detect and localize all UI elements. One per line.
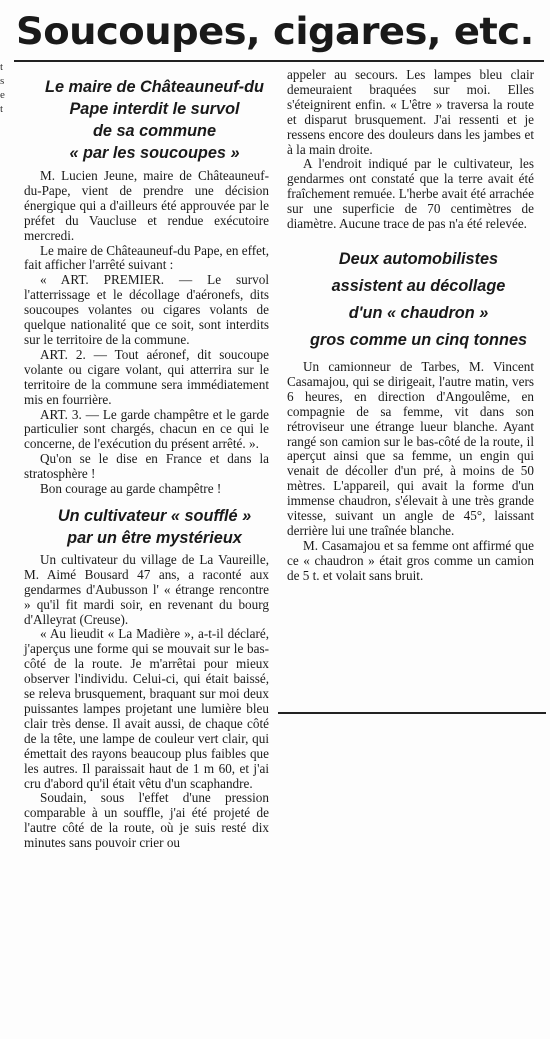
article1-title-line: Pape interdit le survol xyxy=(69,100,240,118)
headline: Soucoupes, cigares, etc. xyxy=(16,10,534,53)
article1-paragraph: « ART. PREMIER. — Le survol l'atterrissage et le décollage d'aéronefs, dits soucoupes volantes ou cigares volants de quelque nationalité que ce soit, sont interdits sur le territoire de la commune. xyxy=(24,272,269,347)
article1-paragraph: ART. 2. — Tout aéronef, dit soucoupe volante ou cigare volant, qui atterrira sur le territoire de la commune sera immédiatement mis en fourrière. xyxy=(24,346,269,407)
article2-paragraph: Un cultivateur du village de La Vaureille, M. Aimé Bousard 47 ans, a raconté aux gendarmes d'Aubusson l' « étrange rencontre » qu'il fit mardi soir, en revenant du bourg d'Alleyrat (Creuse). xyxy=(24,551,269,627)
left-column xyxy=(24,76,269,851)
article1-paragraph: Qu'on se le dise en France et dans la stratosphère ! xyxy=(24,451,269,482)
article3-paragraph: Un camionneur de Tarbes, M. Vincent Casamajou, qui se dirigeait, l'autre matin, vers 6 heures, en direction d'Angoulême, en compagnie de sa femme, vit dans son rétroviseur une étrange lueur blanche. Ayant rangé son camion sur le bas-côté de la route, il aperçut ainsi que sa femme, un engin qui venait de décoller d'un pré, à moins de 50 mètres. L'appareil, qui avait la forme d'un immense chaudron, s'élevait à une très grande vitesse, suivant un angle de 45°, laissant derrière lui une traînée blanche. xyxy=(287,358,534,538)
article2-title-line: par un être mystérieux xyxy=(67,528,242,547)
margin-mark: s xyxy=(0,75,5,87)
article2-title-line: Un cultivateur « soufflé » xyxy=(57,506,252,525)
article2-paragraph: Soudain, sous l'effet d'une pression comparable à un souffle, j'ai été projeté de l'autre côté de la route, où je suis resté dix minutes sans pouvoir crier ou xyxy=(24,790,269,851)
margin-mark: t xyxy=(0,103,4,115)
article3-title-line: gros comme un cinq tonnes xyxy=(309,330,528,349)
right-column xyxy=(287,68,534,584)
article3-title-line: assistent au décollage xyxy=(331,276,506,295)
article1-title xyxy=(24,76,269,164)
article2-continuation: A l'endroit indiqué par le cultivateur, les gendarmes ont constaté que la terre avait été fraîchement remuée. L'herbe avait été arrachée sur une superficie de 70 centimètres de diamètre. Aucune trace de pas n'a été relevée. xyxy=(287,156,534,232)
article1-paragraph: ART. 3. — Le garde champêtre et le garde particulier sont chargés, chacun en ce qui le concerne, de l'exécution du présent arrêté. ». xyxy=(24,406,269,452)
article1-paragraph: Le maire de Châteauneuf-du Pape, en effet, fait afficher l'arrêté suivant : xyxy=(24,242,269,273)
article2-continuation: appeler au secours. Les lampes bleu clair demeuraient braquées sur moi. Elles s'éteignirent enfin. « L'être » traversa la route et disparut brusquement. J'ai ressenti et je ressens encore des douleurs dans les jambes et à la main droite. xyxy=(287,67,534,157)
article1-title-line: de sa commune xyxy=(92,122,217,140)
article2-paragraph: « Au lieudit « La Madière », a-t-il déclaré, j'aperçus une forme qui se mouvait sur le bas-côté de la route. Je m'arrêtai pour mieux observer l'individu. Celui-ci, qui était baissé, se releva brusquement, braquant sur moi deux puissantes lampes projetant une lumière bleu clair très dense. Il avait aussi, de chaque côté de la tête, une lampe de couleur vert clair, qui émettait des rayons beaucoup plus faibles que les autres. Il paraissait haut de 1 m 60, et j'ai cru d'abord qu'il était vêtu d'un scaphandre. xyxy=(24,626,269,791)
headline-rule xyxy=(14,60,544,62)
article1-title-line: Le maire de Châteauneuf-du xyxy=(45,78,264,96)
right-column-end-rule xyxy=(278,712,546,714)
article1-title-line: « par les soucoupes » xyxy=(69,144,240,162)
article3-title xyxy=(287,246,534,354)
margin-mark: t xyxy=(0,61,4,73)
margin-marks xyxy=(0,60,10,116)
article1-paragraph: M. Lucien Jeune, maire de Châteauneuf-du-Pape, vient de prendre une décision énergique qui a d'ailleurs été approuvée par le préfet du Vaucluse et rendue exécutoire mercredi. xyxy=(24,168,269,243)
article3-paragraph: M. Casamajou et sa femme ont affirmé que ce « chaudron » était gros comme un camion de 5 t. et volait sans bruit. xyxy=(287,537,534,583)
article1-paragraph: Bon courage au garde champêtre ! xyxy=(40,481,222,497)
article2-title xyxy=(24,505,269,549)
article3-title-line: Deux automobilistes xyxy=(338,249,499,268)
article3-title-line: d'un « chaudron » xyxy=(348,303,489,322)
margin-mark: e xyxy=(0,89,5,101)
